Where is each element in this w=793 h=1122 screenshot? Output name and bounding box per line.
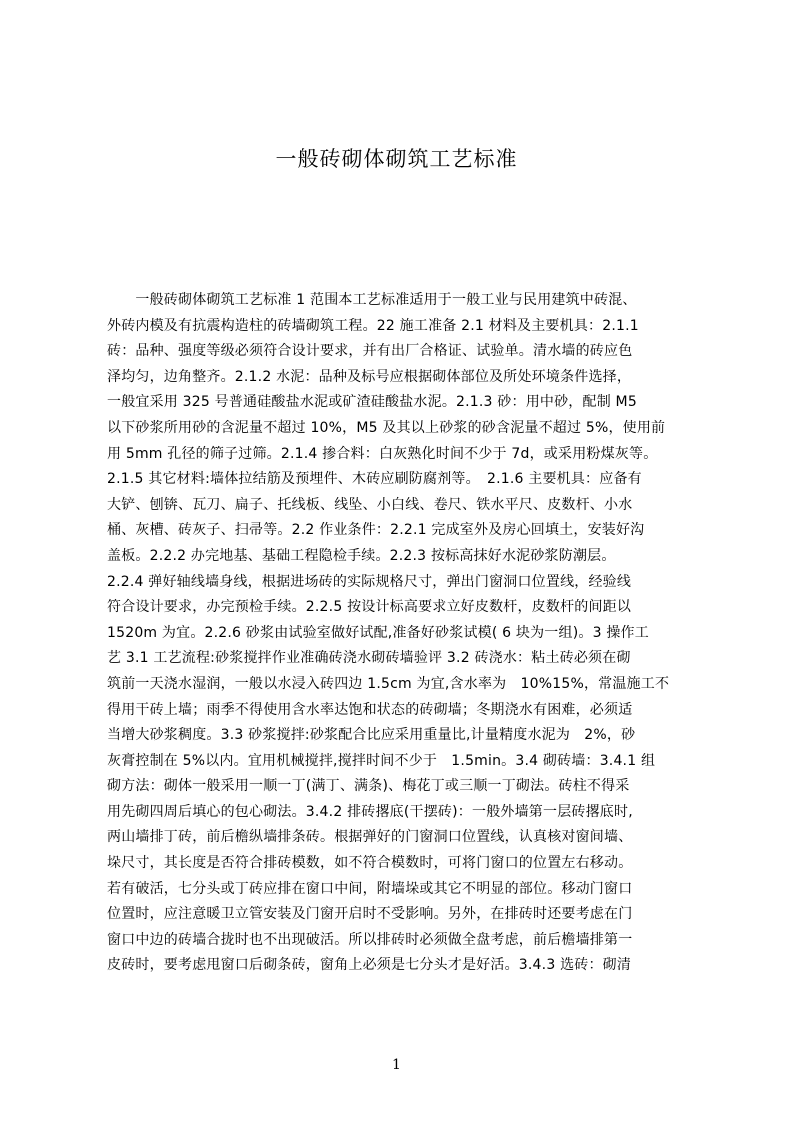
text-line: 符合设计要求，办完预检手续。2.2.5 按设计标高要求立好皮数杆，皮数杆的间距以	[107, 599, 632, 616]
text-line: 皮砖时，要考虑甩窗口后砌条砖，窗角上必须是七分头才是好活。3.4.3 选砖：砌清	[107, 957, 632, 974]
text-line: 窗口中边的砖墙合拢时也不出现破活。所以排砖时必须做全盘考虑，前后檐墙排第一	[107, 931, 633, 948]
text-line: 1520m 为宜。2.2.6 砂浆由试验室做好试配,准备好砂浆试模( 6 块为一组)。3 操作工	[107, 624, 649, 641]
text-line: 桶、灰槽、砖灰子、扫帚等。2.2 作业条件：2.2.1 完成室外及房心回填土，安装好沟	[107, 522, 645, 539]
text-line: 得用干砖上墙；雨季不得使用含水率达饱和状态的砖砌墙；冬期浇水有困难，必须适	[107, 701, 633, 718]
text-line: 砌方法：砌体一般采用一顺一丁(满丁、满条)、梅花丁或三顺一丁砌法。砖柱不得采	[107, 778, 630, 795]
text-line: 2.1.5 其它材料:墙体拉结筋及预埋件、木砖应刷防腐剂等。 2.1.6 主要机具：应备有	[107, 471, 642, 488]
text-line: 用 5mm 孔径的筛子过筛。2.1.4 掺合料：白灰熟化时间不少于 7d，或采用粉煤灰等。	[107, 445, 658, 462]
text-line: 两山墙排丁砖，前后檐纵墙排条砖。根据弹好的门窗洞口位置线，认真核对窗间墙、	[107, 829, 633, 846]
text-line: 当增大砂浆稠度。3.3 砂浆搅拌:砂浆配合比应采用重量比,计量精度水泥为 2%，砂	[107, 727, 636, 744]
text-line: 以下砂浆所用砂的含泥量不超过 10%，M5 及其以上砂浆的砂含泥量不超过 5%，使用前	[107, 419, 666, 436]
text-line: 盖板。2.2.2 办完地基、基础工程隐检手续。2.2.3 按标高抹好水泥砂浆防潮层。	[107, 547, 616, 564]
text-line: 外砖内模及有抗震构造柱的砖墙砌筑工程。22 施工准备 2.1 材料及主要机具：2.1.1	[107, 317, 639, 334]
text-line: 灰膏控制在 5%以内。宜用机械搅拌,搅拌时间不少于 1.5min。3.4 砌砖墙：3.4.1 组	[107, 752, 656, 769]
text-line: 大铲、刨锛、瓦刀、扁子、托线板、线坠、小白线、卷尺、铁水平尺、皮数杆、小水	[107, 496, 633, 513]
page-title: 一般砖砌体砌筑工艺标准	[275, 147, 518, 171]
text-line: 砖：品种、强度等级必须符合设计要求，并有出厂合格证、试验单。清水墙的砖应色	[107, 343, 633, 360]
body-paragraph	[107, 288, 697, 979]
text-line: 泽均匀，边角整齐。2.1.2 水泥：品种及标号应根据砌体部位及所处环境条件选择，	[107, 368, 632, 385]
text-line: 筑前一天浇水湿润，一般以水浸入砖四边 1.5cm 为宜,含水率为 10%15%，常温施工不	[107, 675, 670, 692]
text-line: 2.2.4 弹好轴线墙身线，根据进场砖的实际规格尺寸，弹出门窗洞口位置线，经验线	[107, 573, 632, 590]
text-line: 若有破活，七分头或丁砖应排在窗口中间，附墙垛或其它不明显的部位。移动门窗口	[107, 880, 633, 897]
page-number: 1	[392, 1057, 401, 1073]
text-line: 位置时，应注意暖卫立管安装及门窗开启时不受影响。另外，在排砖时还要考虑在门	[107, 906, 633, 923]
text-line: 艺 3.1 工艺流程:砂浆搅拌作业准确砖浇水砌砖墙验评 3.2 砖浇水：粘土砖必须在砌	[107, 650, 631, 667]
text-line: 一般宜采用 325 号普通硅酸盐水泥或矿渣硅酸盐水泥。2.1.3 砂：用中砂，配制 M5	[107, 394, 637, 411]
text-line: 一般砖砌体砌筑工艺标准 1 范围本工艺标准适用于一般工业与民用建筑中砖混、	[107, 292, 637, 308]
text-line: 垛尺寸，其长度是否符合排砖模数，如不符合模数时，可将门窗口的位置左右移动。	[107, 855, 633, 872]
text-line: 用先砌四周后填心的包心砌法。3.4.2 排砖撂底(干摆砖)：一般外墙第一层砖撂底时,	[107, 803, 633, 820]
